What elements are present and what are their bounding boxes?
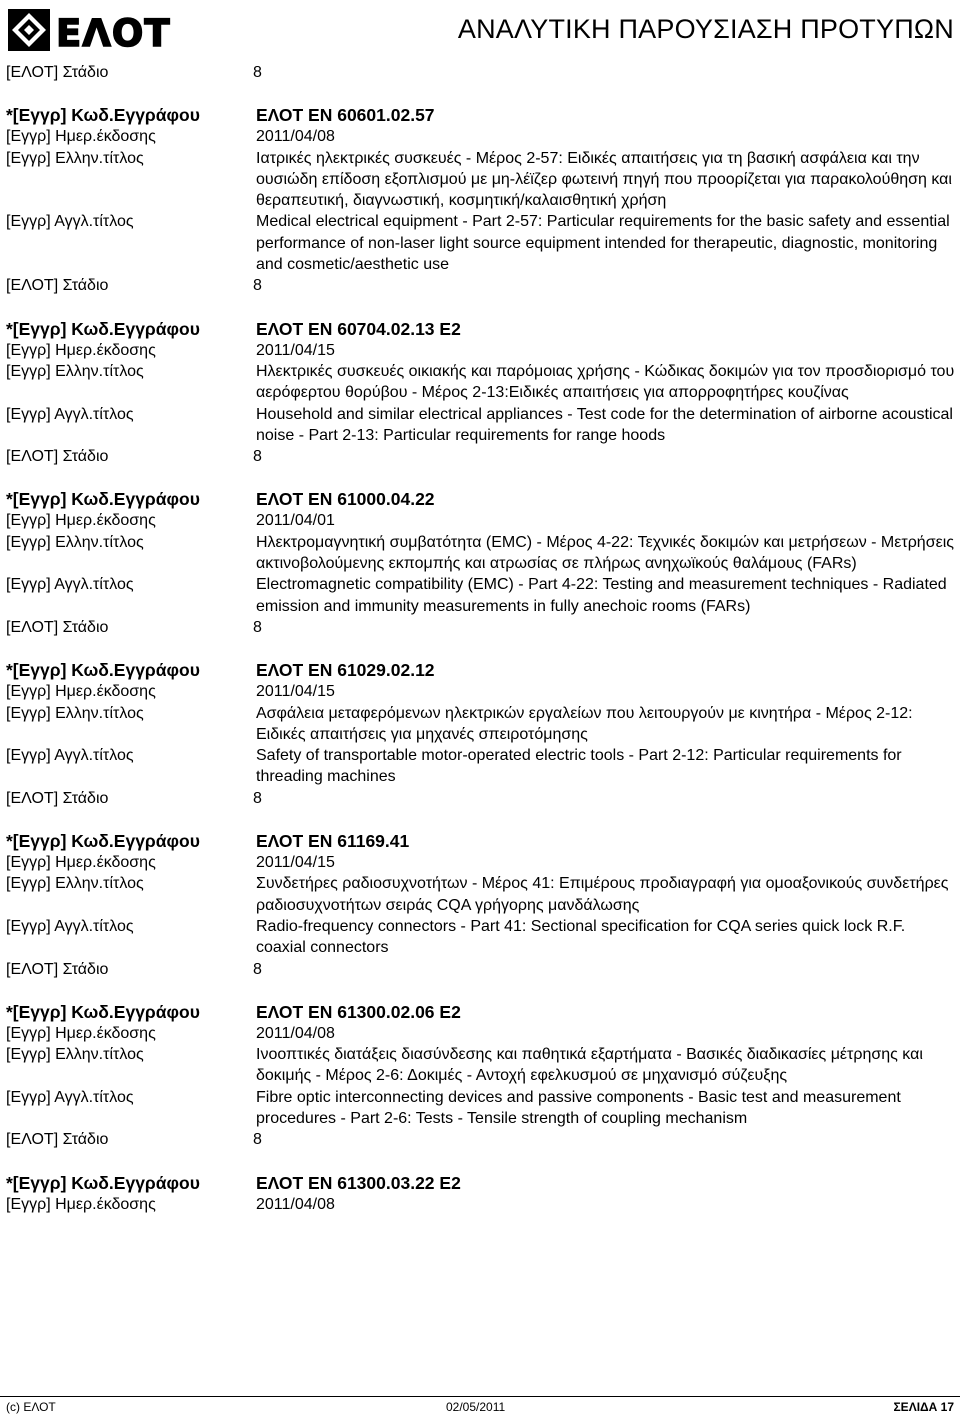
document-code-label: *[Εγγρ] Κωδ.Εγγράφου xyxy=(6,489,200,510)
document-code-row xyxy=(6,659,956,681)
stage-value: 8 xyxy=(253,789,262,807)
greek-title-label: [Εγγρ] Ελλην.τίτλος xyxy=(6,1046,144,1064)
issue-date-value: 2011/04/15 xyxy=(256,341,335,359)
english-title-value: Electromagnetic compatibility (EMC) - Part 4-22: Testing and measurement techniques - Radiated emission and immunity measurements in fully anechoic rooms (FARs) xyxy=(256,576,947,615)
footer-date: 02/05/2011 xyxy=(446,1400,506,1414)
english-title-label: [Εγγρ] Αγγλ.τίτλος xyxy=(6,1088,134,1106)
issue-date-value: 2011/04/15 xyxy=(256,854,335,872)
stage-label: [ΕΛΟΤ] Στάδιο xyxy=(6,1131,109,1149)
standard-record xyxy=(6,104,956,296)
greek-title-row xyxy=(6,1044,956,1087)
issue-date-row xyxy=(6,126,956,147)
issue-date-row xyxy=(6,510,956,531)
issue-date-label: [Εγγρ] Ημερ.έκδοσης xyxy=(6,683,156,701)
issue-date-row xyxy=(6,681,956,702)
english-title-row xyxy=(6,574,956,617)
elot-logo xyxy=(6,6,171,55)
english-title-row xyxy=(6,404,956,447)
document-code-value: ΕΛΟΤ EN 61169.41 xyxy=(256,831,410,852)
standard-record xyxy=(6,659,956,809)
record-separator xyxy=(6,809,956,830)
greek-title-row xyxy=(6,532,956,575)
issue-date-value: 2011/04/08 xyxy=(256,1195,335,1213)
greek-title-value: Συνδετήρες ραδιοσυχνοτήτων - Μέρος 41: Επιμέρους προδιαγραφή για ομοαξονικούς συνδετήρες ραδιοσυχνοτήτων σειράς CQA γρήγορης μανδάλωσης xyxy=(256,875,949,914)
english-title-value: Household and similar electrical appliances - Test code for the determination of airborne acoustical noise - Part 2-13: Particular requirements for range hoods xyxy=(256,405,953,444)
document-code-row xyxy=(6,830,956,852)
document-code-value: ΕΛΟΤ EN 60601.02.57 xyxy=(256,105,435,126)
greek-title-value: Ηλεκτρικές συσκευές οικιακής και παρόμοιας χρήσης - Κώδικας δοκιμών για τον προσδιορισμό του αερόφερτου θορύβου - Μέρος 2-13:Ειδικές απαιτήσεις για απορροφητήρες κουζίνας xyxy=(256,362,955,402)
english-title-row xyxy=(6,916,956,959)
greek-title-row xyxy=(6,148,956,212)
stage-value: 8 xyxy=(253,277,262,295)
issue-date-row xyxy=(6,852,956,873)
issue-date-value: 2011/04/15 xyxy=(256,683,335,701)
english-title-label: [Εγγρ] Αγγλ.τίτλος xyxy=(6,213,134,231)
document-code-label: *[Εγγρ] Κωδ.Εγγράφου xyxy=(6,1172,200,1193)
document-code-value: ΕΛΟΤ EN 61300.02.06 E2 xyxy=(256,1001,461,1022)
footer-copyright: (c) ΕΛΟΤ xyxy=(6,1400,56,1414)
record-separator xyxy=(6,467,956,488)
issue-date-label: [Εγγρ] Ημερ.έκδοσης xyxy=(6,128,156,146)
issue-date-row xyxy=(6,1194,956,1215)
stage-value: 8 xyxy=(253,960,262,978)
greek-title-value: Ασφάλεια μεταφερόμενων ηλεκτρικών εργαλείων που λειτουργούν με κινητήρα - Μέρος 2-12: Ειδικές απαιτήσεις για μηχανές σπειροτόμησης xyxy=(256,704,913,743)
elot-logo-icon xyxy=(6,6,171,55)
record-separator xyxy=(6,980,956,1001)
english-title-label: [Εγγρ] Αγγλ.τίτλος xyxy=(6,405,134,423)
stage-label: [ΕΛΟΤ] Στάδιο xyxy=(6,277,109,295)
page-title: ΑΝΑΛΥΤΙΚΗ ΠΑΡΟΥΣΙΑΣΗ ΠΡΟΤΥΠΩΝ xyxy=(457,14,954,44)
issue-date-value: 2011/04/01 xyxy=(256,512,335,530)
standard-record xyxy=(6,1001,956,1151)
standard-record xyxy=(6,1172,956,1215)
record-separator xyxy=(6,83,956,104)
document-code-value: ΕΛΟΤ EN 60704.02.13 E2 xyxy=(256,318,461,339)
stage-value: 8 xyxy=(253,618,262,636)
issue-date-value: 2011/04/08 xyxy=(256,128,335,146)
issue-date-label: [Εγγρ] Ημερ.έκδοσης xyxy=(6,1024,156,1042)
issue-date-row xyxy=(6,340,956,361)
record-separator xyxy=(6,1151,956,1172)
stage-label: [ΕΛΟΤ] Στάδιο xyxy=(6,448,109,466)
greek-title-value: Ιατρικές ηλεκτρικές συσκευές - Μέρος 2-57: Ειδικές απαιτήσεις για τη βασική ασφάλεια και την ουσιώδη επίδοση εξοπλισμού με μη-λέϊζερ φωτεινή πηγή που προορίζεται για παρακολούθηση και θεραπευτική, διαγνωστική, κοσμητική/καλαισθητική χρήση xyxy=(256,149,952,210)
stage-label: [ΕΛΟΤ] Στάδιο xyxy=(6,960,109,978)
english-title-row xyxy=(6,1087,956,1130)
page-footer xyxy=(0,1396,960,1416)
greek-title-label: [Εγγρ] Ελλην.τίτλος xyxy=(6,149,144,167)
english-title-value: Medical electrical equipment - Part 2-57: Particular requirements for the basic safety and essential performance of non-laser light source equipment intended for therapeutic, diagnostic, monitoring and cosmetic/aesthetic use xyxy=(256,213,950,274)
document-code-label: *[Εγγρ] Κωδ.Εγγράφου xyxy=(6,1001,200,1022)
issue-date-row xyxy=(6,1023,956,1044)
logo-wordmark: ΕΛΟΤ xyxy=(56,12,171,55)
document-code-label: *[Εγγρ] Κωδ.Εγγράφου xyxy=(6,105,200,126)
standard-record xyxy=(6,830,956,980)
document-code-row xyxy=(6,104,956,126)
english-title-label: [Εγγρ] Αγγλ.τίτλος xyxy=(6,917,134,935)
records-container xyxy=(6,83,956,1215)
top-stage-row xyxy=(6,62,956,83)
document-code-value: ΕΛΟΤ EN 61000.04.22 xyxy=(256,489,435,510)
stage-value: 8 xyxy=(253,64,262,81)
stage-row xyxy=(6,1129,956,1150)
stage-row xyxy=(6,446,956,467)
footer-page-number: ΣΕΛΙΔΑ 17 xyxy=(893,1400,954,1414)
document-code-row xyxy=(6,1172,956,1194)
stage-value: 8 xyxy=(253,1131,262,1149)
standard-record xyxy=(6,488,956,638)
document-code-value: ΕΛΟΤ EN 61029.02.12 xyxy=(256,660,435,681)
english-title-value: Radio-frequency connectors - Part 41: Sectional specification for CQA series quick lock R.F. coaxial connectors xyxy=(256,917,906,957)
standard-record xyxy=(6,318,956,468)
record-separator xyxy=(6,297,956,318)
issue-date-label: [Εγγρ] Ημερ.έκδοσης xyxy=(6,854,156,872)
greek-title-row xyxy=(6,703,956,746)
stage-value: 8 xyxy=(253,448,262,466)
document-code-label: *[Εγγρ] Κωδ.Εγγράφου xyxy=(6,660,200,681)
stage-row xyxy=(6,959,956,980)
record-separator xyxy=(6,638,956,659)
greek-title-value: Ινοοπτικές διατάξεις διασύνδεσης και παθητικά εξαρτήματα - Βασικές διαδικασίες μέτρησης και δοκιμής - Μέρος 2-6: Δοκιμές - Αντοχή εφελκυσμού σε μηχανισμό σύζευξης xyxy=(256,1046,923,1085)
greek-title-label: [Εγγρ] Ελλην.τίτλος xyxy=(6,533,144,551)
document-code-label: *[Εγγρ] Κωδ.Εγγράφου xyxy=(6,831,200,852)
issue-date-value: 2011/04/08 xyxy=(256,1024,335,1042)
english-title-value: Fibre optic interconnecting devices and passive components - Basic test and measurement procedures - Part 2-6: Tests - Tensile strength of coupling mechanism xyxy=(256,1088,901,1127)
english-title-label: [Εγγρ] Αγγλ.τίτλος xyxy=(6,747,134,765)
standards-list xyxy=(6,62,956,1215)
issue-date-label: [Εγγρ] Ημερ.έκδοσης xyxy=(6,512,156,530)
greek-title-row xyxy=(6,361,956,404)
greek-title-label: [Εγγρ] Ελλην.τίτλος xyxy=(6,362,144,380)
issue-date-label: [Εγγρ] Ημερ.έκδοσης xyxy=(6,1195,156,1213)
document-code-row xyxy=(6,1001,956,1023)
greek-title-value: Ηλεκτρομαγνητική συμβατότητα (EMC) - Μέρος 4-22: Τεχνικές δοκιμών και μετρήσεων - Μετρήσεις ακτινοβολούμενης εκπομπής και ατρωσίας σε πλήρως ανηχωϊκούς θαλάμους (FARs) xyxy=(256,533,954,573)
english-title-label: [Εγγρ] Αγγλ.τίτλος xyxy=(6,576,134,594)
page-header xyxy=(0,0,960,62)
english-title-row xyxy=(6,745,956,788)
stage-row xyxy=(6,617,956,638)
english-title-value: Safety of transportable motor-operated electric tools - Part 2-12: Particular requirements for threading machines xyxy=(256,747,902,786)
stage-row xyxy=(6,788,956,809)
stage-row xyxy=(6,275,956,296)
greek-title-label: [Εγγρ] Ελλην.τίτλος xyxy=(6,875,144,893)
stage-label: [ΕΛΟΤ] Στάδιο xyxy=(6,618,109,636)
greek-title-row xyxy=(6,873,956,916)
greek-title-label: [Εγγρ] Ελλην.τίτλος xyxy=(6,704,144,722)
english-title-row xyxy=(6,211,956,275)
document-code-value: ΕΛΟΤ EN 61300.03.22 E2 xyxy=(256,1172,461,1193)
document-code-row xyxy=(6,488,956,510)
stage-label: [ΕΛΟΤ] Στάδιο xyxy=(6,789,109,807)
document-code-row xyxy=(6,318,956,340)
issue-date-label: [Εγγρ] Ημερ.έκδοσης xyxy=(6,341,156,359)
document-code-label: *[Εγγρ] Κωδ.Εγγράφου xyxy=(6,318,200,339)
stage-label: [ΕΛΟΤ] Στάδιο xyxy=(6,64,109,81)
